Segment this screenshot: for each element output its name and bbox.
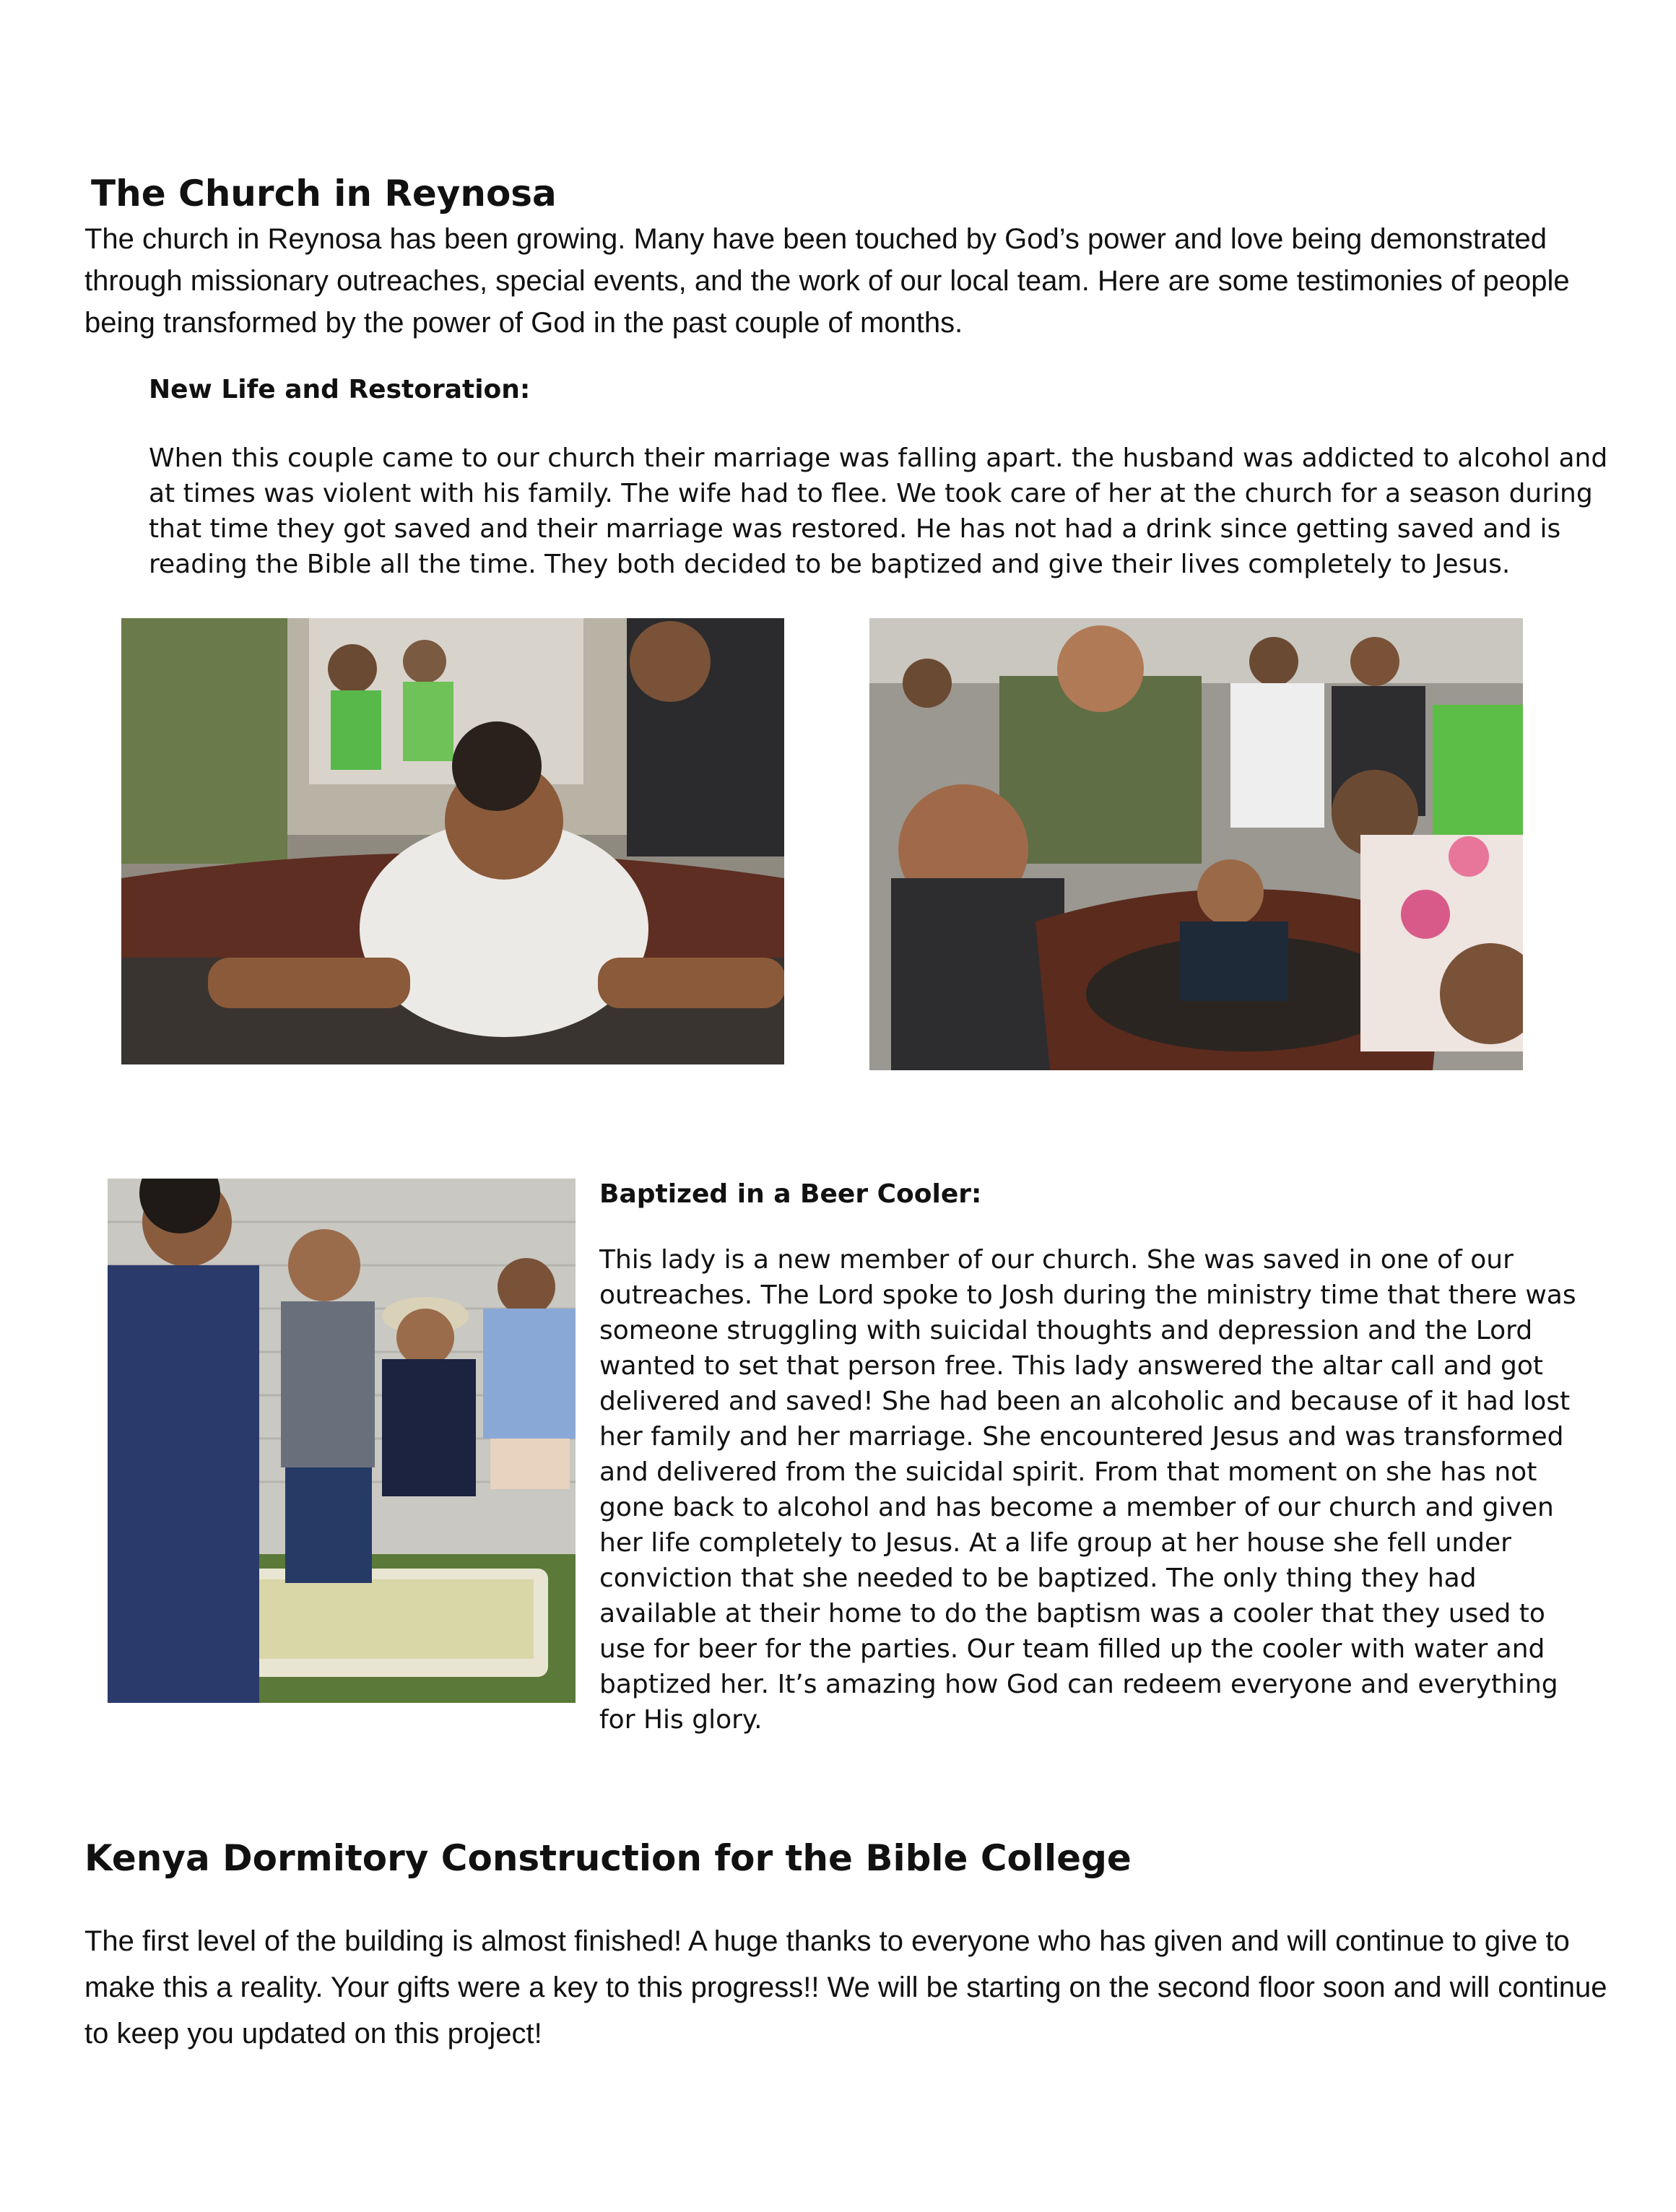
beer-cooler-photo bbox=[108, 1179, 576, 1703]
baptism-photo-woman bbox=[869, 618, 1523, 1070]
section-title-reynosa: The Church in Reynosa bbox=[91, 173, 557, 214]
new-life-paragraph: When this couple came to our church their marriage was falling apart. the husband was addicted to alcohol and at times was violent with his family. The wife had to flee. We took care of her at the church for a season during that time they got saved and their marriage was restored. He has not had a drink since getting saved and is reading the Bible all the time. They both decided to be baptized and give their lives completely to Jesus. bbox=[149, 443, 1608, 579]
kenya-paragraph: The first level of the building is almost finished! A huge thanks to everyone who has given and will continue to give to make this a reality. Your gifts were a key to this progress!! We will be starting on the second floor soon and will continue to keep you updated on this project! bbox=[84, 1925, 1607, 2050]
beer-cooler-paragraph: This lady is a new member of our church. She was saved in one of our outreaches. The Lord spoke to Josh during the ministry time that there was someone struggling with suicidal thoughts and depression and the Lord wanted to set that person free. This lady answered the altar call and got delivered and saved! She had been an alcoholic and because of it had lost her family and her marriage. She encountered Jesus and was transformed and delivered from the suicidal spirit. From that moment on she has not gone back to alcohol and has become a member of our church and given her life completely to Jesus. At a life group at her house she fell under conviction that she needed to be baptized. The only thing they had available at their home to do the baptism was a cooler that they used to use for beer for the parties. Our team filled up the cooler with water and baptized her. It’s amazing how God can redeem everyone and everything for His glory. bbox=[599, 1245, 1576, 1735]
section-title-kenya: Kenya Dormitory Construction for the Bible College bbox=[84, 1837, 1132, 1879]
reynosa-intro-paragraph: The church in Reynosa has been growing. Many have been touched by God’s power and love being demonstrated through missionary outreaches, special events, and the work of our local team. Here are some testimonies of people being transformed by the power of God in the past couple of months. bbox=[84, 223, 1570, 339]
subheading-beer-cooler: Baptized in a Beer Cooler: bbox=[599, 1179, 982, 1209]
subheading-new-life: New Life and Restoration: bbox=[149, 375, 531, 404]
baptism-photo-man bbox=[121, 618, 784, 1064]
